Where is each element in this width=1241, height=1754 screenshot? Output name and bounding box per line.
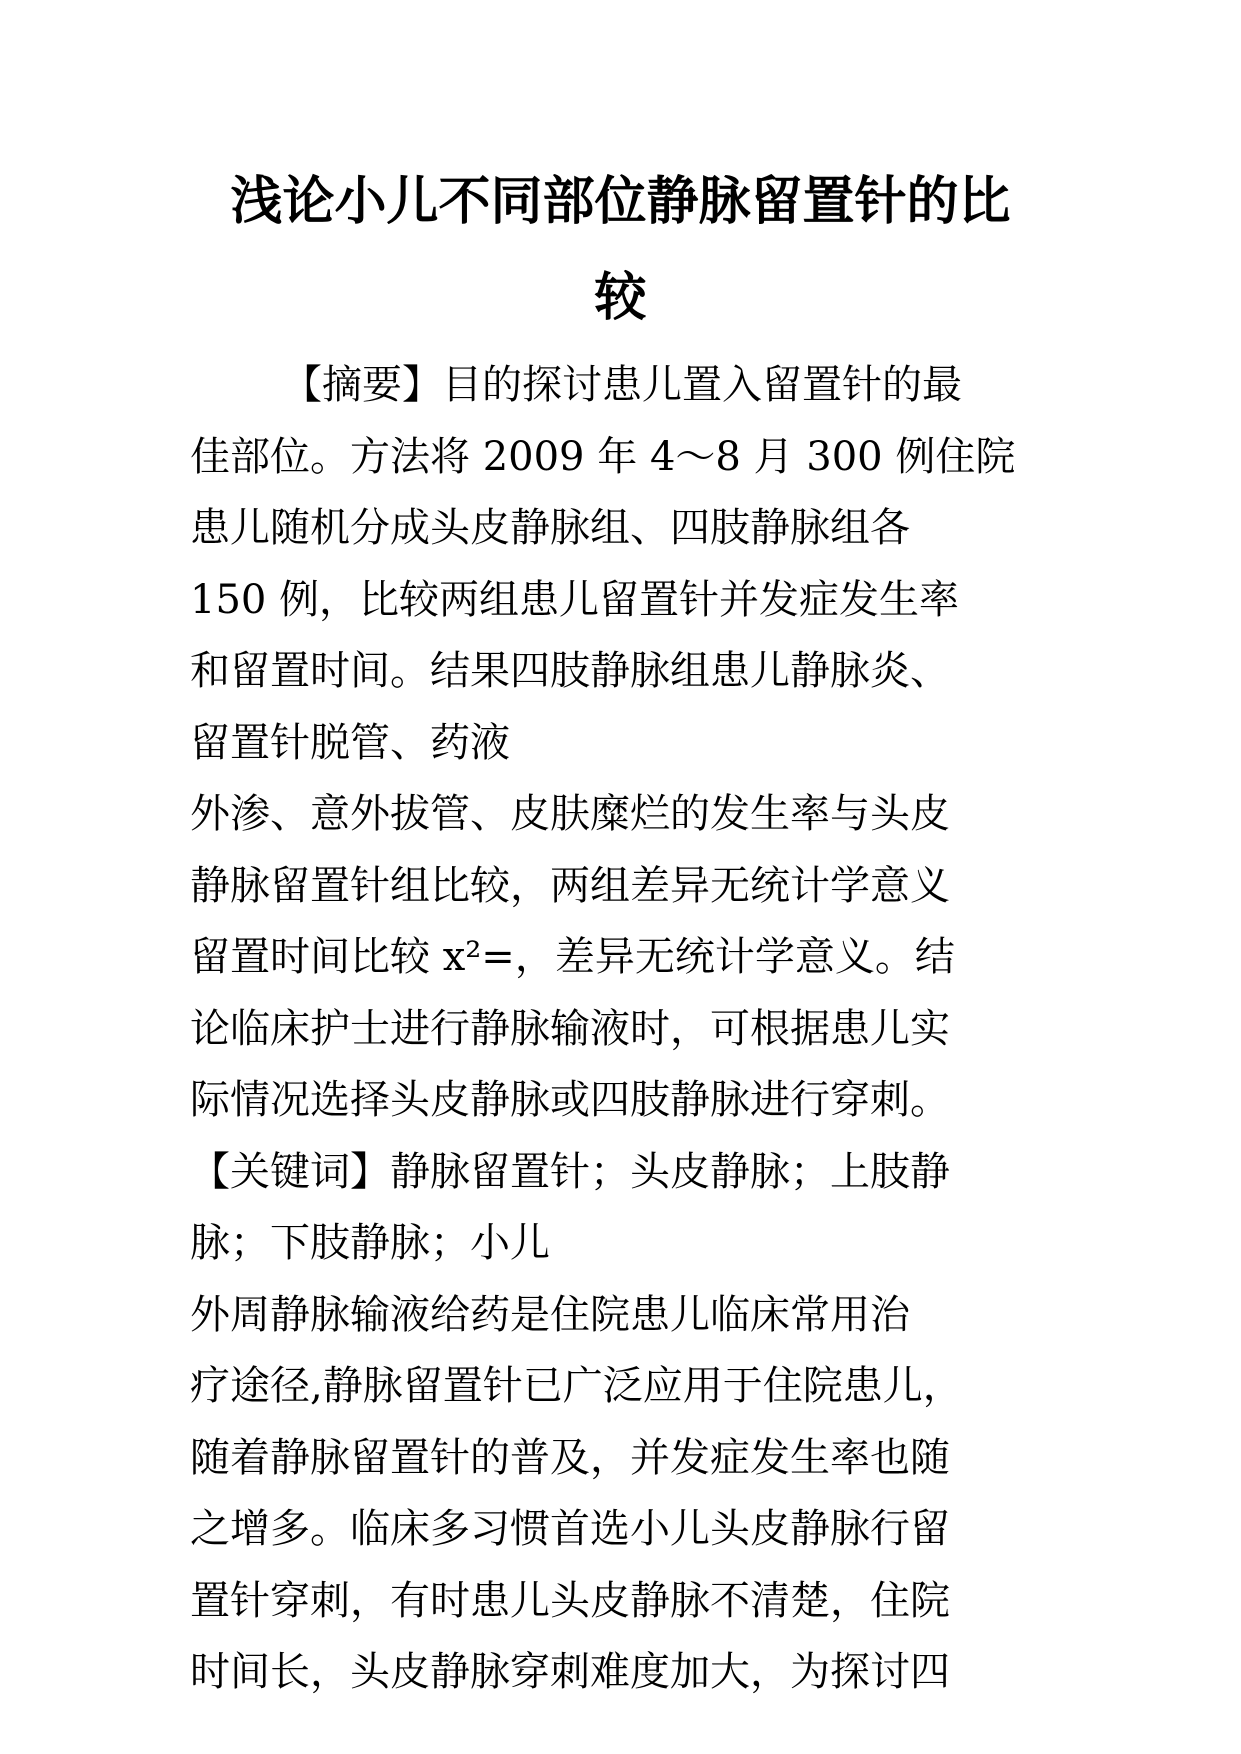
abstract-line: 和留置时间。结果四肢静脉组患儿静脉炎、	[190, 648, 950, 694]
paragraph-line: 置针穿刺，有时患儿头皮静脉不清楚，住院	[190, 1577, 950, 1624]
paragraph-line: 随着静脉留置针的普及，并发症发生率也随	[190, 1434, 950, 1481]
document-title-line-1: 浅论小儿不同部位静脉留置针的比	[230, 172, 1011, 232]
abstract-line: 外渗、意外拔管、皮肤糜烂的发生率与头皮	[190, 791, 950, 837]
abstract-line: 150 例，比较两组患儿留置针并发症发生率	[190, 576, 960, 623]
abstract-line: 留置时间比较 x²=，差异无统计学意义。结	[190, 934, 955, 980]
paragraph-line: 之增多。临床多习惯首选小儿头皮静脉行留	[190, 1506, 950, 1552]
abstract-line: 佳部位。方法将 2009 年 4～8 月 300 例住院	[190, 433, 1016, 480]
abstract-line: 患儿随机分成头皮静脉组、四肢静脉组各	[190, 505, 910, 551]
document-body	[190, 350, 1090, 1709]
document-title-line-2: 较	[594, 268, 647, 328]
keywords-line: 【关键词】静脉留置针；头皮静脉；上肢静	[190, 1148, 950, 1195]
abstract-line: 际情况选择头皮静脉或四肢静脉进行穿刺。	[190, 1077, 950, 1123]
abstract-line: 静脉留置针组比较，两组差异无统计学意义	[190, 862, 950, 909]
paragraph-line: 疗途径,静脉留置针已广泛应用于住院患儿，	[190, 1363, 963, 1409]
abstract-line: 论临床护士进行静脉输液时，可根据患儿实	[190, 1005, 950, 1052]
abstract-line: 【摘要】目的探讨患儿置入留置针的最	[282, 362, 962, 408]
abstract-line: 留置针脱管、药液	[190, 719, 510, 766]
keywords-line: 脉；下肢静脉；小儿	[190, 1220, 550, 1266]
paragraph-line: 时间长，头皮静脉穿刺难度加大，为探讨四	[190, 1649, 950, 1695]
paragraph-line: 外周静脉输液给药是住院患儿临床常用治	[190, 1291, 910, 1338]
